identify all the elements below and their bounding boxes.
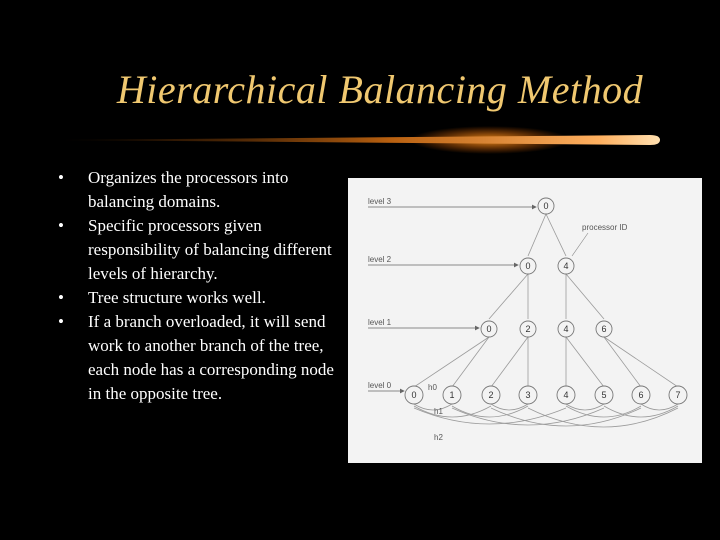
h0-label: h0 bbox=[428, 383, 437, 392]
bullet-item: • If a branch overloaded, it will send work to another branch of the tree, each node has a corresponding node in the opposite tree. bbox=[58, 312, 334, 403]
bullet-dot: • bbox=[58, 288, 64, 307]
tree-edges bbox=[414, 214, 678, 387]
bullet-list bbox=[58, 166, 348, 406]
processor-id-label: processor ID bbox=[582, 223, 628, 232]
level-3-node bbox=[538, 198, 554, 214]
hierarchy-diagram bbox=[348, 178, 702, 463]
level-3-label: level 3 bbox=[368, 197, 392, 206]
svg-text:5: 5 bbox=[601, 390, 607, 400]
svg-text:0: 0 bbox=[543, 201, 549, 211]
svg-text:2: 2 bbox=[525, 324, 531, 334]
svg-text:1: 1 bbox=[449, 390, 455, 400]
bullet-item: • Specific processors given responsibility of balancing different levels of hierarchy. bbox=[58, 216, 332, 283]
h1-label: h1 bbox=[434, 407, 443, 416]
bullet-item: • Organizes the processors into balancing domains. bbox=[58, 168, 289, 211]
level-1-node bbox=[481, 321, 497, 337]
bullet-dot: • bbox=[58, 216, 64, 235]
svg-text:0: 0 bbox=[486, 324, 492, 334]
level-2-node bbox=[558, 258, 574, 274]
level-0-node bbox=[405, 386, 423, 404]
svg-text:7: 7 bbox=[675, 390, 681, 400]
slide-title: Hierarchical Balancing Method bbox=[116, 67, 644, 112]
svg-text:4: 4 bbox=[563, 390, 569, 400]
exchange-arcs bbox=[414, 404, 678, 427]
svg-text:4: 4 bbox=[563, 261, 569, 271]
title-underline bbox=[60, 126, 670, 156]
svg-text:2: 2 bbox=[488, 390, 494, 400]
svg-text:0: 0 bbox=[525, 261, 531, 271]
level-2-node bbox=[520, 258, 536, 274]
level-0-node bbox=[557, 386, 575, 404]
level-0-label: level 0 bbox=[368, 381, 392, 390]
bullet-dot: • bbox=[58, 168, 64, 187]
level-1-node bbox=[520, 321, 536, 337]
svg-text:4: 4 bbox=[563, 324, 569, 334]
level-0-node bbox=[519, 386, 537, 404]
level-1-node bbox=[558, 321, 574, 337]
bullet-dot: • bbox=[58, 312, 64, 331]
bullet-item: • Tree structure works well. bbox=[58, 286, 348, 310]
h2-label: h2 bbox=[434, 433, 443, 442]
svg-text:3: 3 bbox=[525, 390, 531, 400]
level-0-node bbox=[595, 386, 613, 404]
level-0-node bbox=[669, 386, 687, 404]
svg-text:0: 0 bbox=[411, 390, 417, 400]
processor-id-pointer bbox=[572, 233, 588, 256]
level-1-label: level 1 bbox=[368, 318, 392, 327]
level-0-node bbox=[443, 386, 461, 404]
svg-text:6: 6 bbox=[601, 324, 607, 334]
level-1-node bbox=[596, 321, 612, 337]
svg-text:6: 6 bbox=[638, 390, 644, 400]
level-2-label: level 2 bbox=[368, 255, 392, 264]
level-0-node bbox=[632, 386, 650, 404]
level-0-node bbox=[482, 386, 500, 404]
hierarchy-svg bbox=[348, 178, 702, 463]
